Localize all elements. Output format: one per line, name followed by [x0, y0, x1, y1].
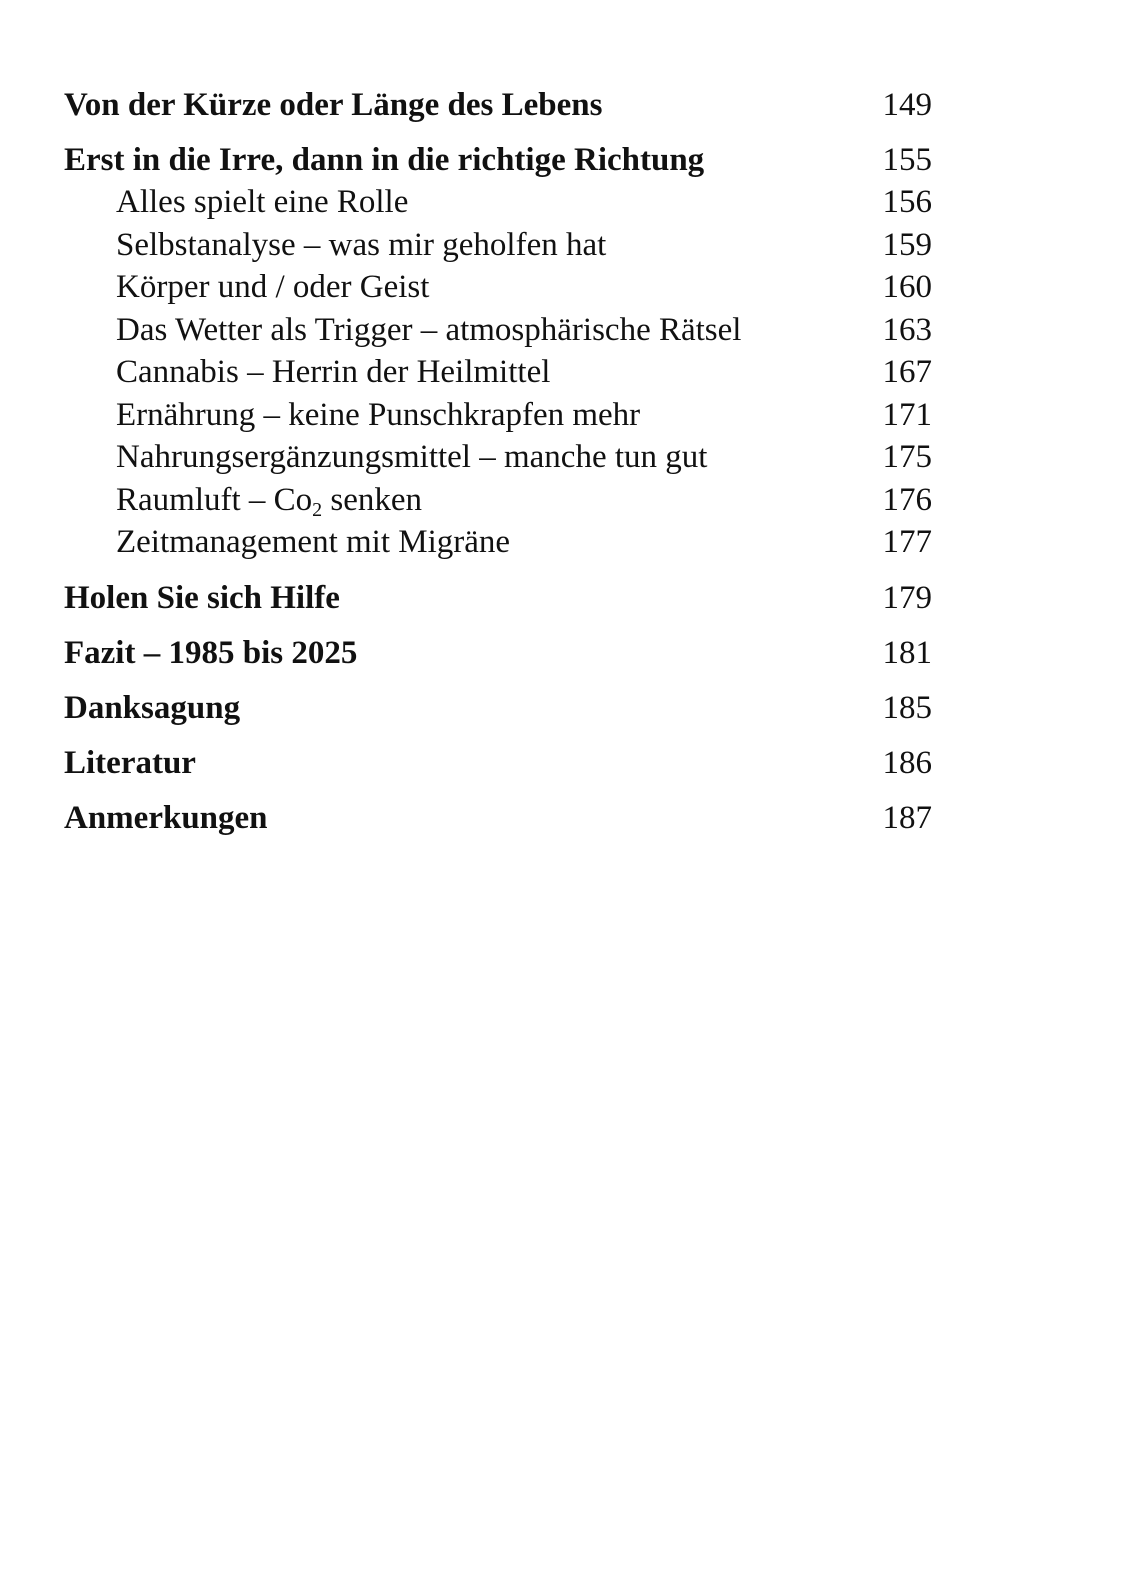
toc-section-title: Cannabis – Herrin der Heilmittel [116, 354, 551, 390]
toc-section[interactable] [64, 479, 932, 522]
toc-chapter[interactable] [64, 687, 932, 729]
toc-chapter-title: Holen Sie sich Hilfe [64, 579, 340, 616]
toc-page-number: 181 [882, 634, 932, 671]
toc-page-number: 175 [882, 439, 932, 475]
toc-section-title: Alles spielt eine Rolle [116, 184, 409, 220]
subscript-two: 2 [312, 498, 323, 521]
toc-page-number: 156 [882, 184, 932, 220]
toc-section[interactable] [64, 436, 932, 479]
toc-section-title: Selbstanalyse – was mir geholfen hat [116, 226, 607, 263]
toc-page-number: 167 [882, 354, 932, 390]
toc-section-title: Zeitmanagement mit Migräne [116, 524, 511, 560]
toc-section-title: Das Wetter als Trigger – atmosphärische Rätsel [116, 311, 742, 348]
toc-chapter-title: Erst in die Irre, dann in die richtige Richtung [64, 142, 705, 178]
toc-section[interactable] [64, 351, 932, 394]
toc-chapter-title: Literatur [64, 744, 196, 781]
toc-page-number: 185 [882, 689, 932, 726]
toc-page-number: 179 [882, 579, 932, 616]
toc-section-title-prefix: Raumluft – Co [116, 481, 313, 518]
toc-section-title: Ernährung – keine Punschkrapfen mehr [116, 396, 641, 433]
toc-section[interactable] [64, 266, 932, 309]
toc-chapter-title: Danksagung [64, 689, 241, 726]
toc-section[interactable] [64, 309, 932, 352]
toc-section-title: Nahrungsergänzungsmittel – manche tun gut [116, 439, 708, 475]
toc-page-number: 155 [882, 142, 932, 178]
toc-page-number: 160 [882, 269, 932, 305]
toc-chapter-title: Von der Kürze oder Länge des Lebens [64, 87, 603, 123]
toc-chapter-title: Fazit – 1985 bis 2025 [64, 634, 358, 671]
toc-section-title [116, 479, 422, 522]
toc-section-title: Körper und / oder Geist [116, 269, 430, 305]
toc-page-number: 159 [882, 226, 932, 263]
toc-chapter[interactable] [64, 797, 932, 839]
toc-chapter-title: Anmerkungen [64, 799, 268, 836]
toc-chapter[interactable] [64, 139, 932, 181]
toc-chapter[interactable] [64, 632, 932, 674]
toc-chapter[interactable] [64, 577, 932, 619]
toc-section[interactable] [64, 521, 932, 564]
toc-section[interactable] [64, 224, 932, 267]
toc-page-number: 176 [882, 481, 932, 518]
toc-page-number: 163 [882, 311, 932, 348]
toc-section[interactable] [64, 181, 932, 224]
toc-chapter[interactable] [64, 742, 932, 784]
toc-page-number: 149 [882, 87, 932, 123]
toc-section-title-suffix: senken [322, 481, 423, 518]
toc-page-number: 171 [882, 396, 932, 433]
table-of-contents [64, 84, 932, 852]
toc-page-number: 186 [882, 744, 932, 781]
toc-chapter[interactable] [64, 84, 932, 126]
toc-page-number: 187 [882, 799, 932, 836]
toc-section[interactable] [64, 394, 932, 437]
toc-page-number: 177 [882, 524, 932, 560]
